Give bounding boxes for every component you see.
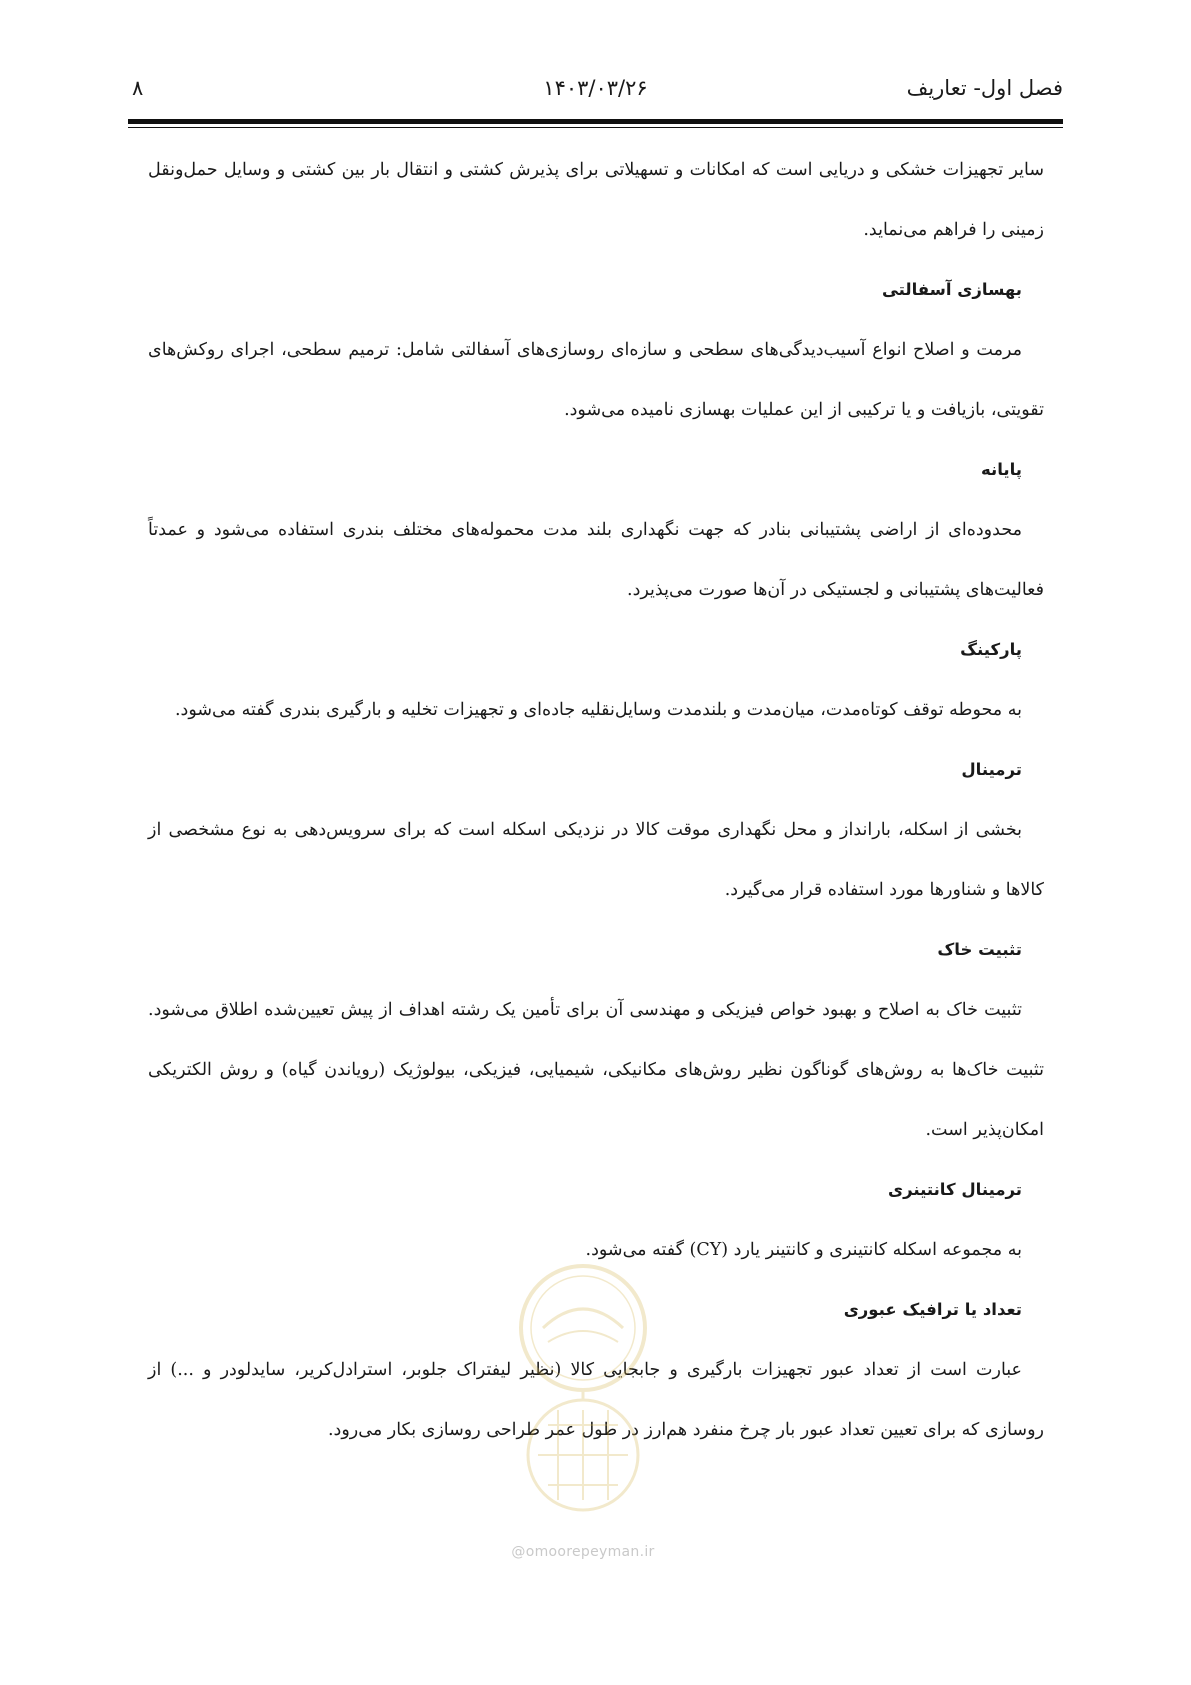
page-number: ۸ (132, 76, 144, 100)
term-heading: پایانه (981, 460, 1022, 479)
header-date: ۱۴۰۳/۰۳/۲۶ (543, 76, 648, 100)
definition-paragraph: تثبیت خاک به اصلاح و بهبود خواص فیزیکی و مهندسی آن برای تأمین یک رشته اهداف از پیش تعیین‌شده اطلاق می‌شود. تثبیت خاک‌ها به روش‌های گوناگون نظیر روش‌های مکانیکی، شیمیایی، فیزیکی، بیولوژیک (رویاندن گیاه) و روش الکتریکی امکان‌پذیر است. (148, 1000, 1044, 1140)
definition-paragraph: محدوده‌ای از اراضی پشتیبانی بنادر که جهت نگهداری بلند مدت محموله‌های مختلف بندری استفاده می‌شود و عمدتاً فعالیت‌های پشتیبانی و لجستیکی در آن‌ها صورت می‌پذیرد. (148, 520, 1044, 600)
header-rule-thick (128, 119, 1063, 124)
definition-paragraph: عبارت است از تعداد عبور تجهیزات بارگیری و جابجایی کالا (نظیر لیفتراک جلوبر، استرادل‌کریر، سایدلودر و ...) از روسازی که برای تعیین تعداد عبور بار چرخ منفرد هم‌ارز در طول عمر طراحی روسازی بکار می‌رود. (148, 1360, 1044, 1440)
term-heading: ترمینال (961, 760, 1022, 779)
body-content (148, 140, 1044, 1460)
term-heading: بهسازی آسفالتی (881, 280, 1022, 299)
definition-paragraph: سایر تجهیزات خشکی و دریایی است که امکانات و تسهیلاتی برای پذیرش کشتی و انتقال بار بین کشتی و وسایل حمل‌ونقل زمینی را فراهم می‌نماید. (148, 160, 1044, 240)
definition-paragraph: بخشی از اسکله، بارانداز و محل نگهداری موقت کالا در نزدیکی اسکله است که برای سرویس‌دهی به نوع مشخصی از کالاها و شناورها مورد استفاده قرار می‌گیرد. (148, 820, 1044, 900)
definition-paragraph: مرمت و اصلاح انواع آسیب‌دیدگی‌های سطحی و سازه‌ای روسازی‌های آسفالتی شامل: ترمیم سطحی، اجرای روکش‌های تقویتی، بازیافت و یا ترکیبی از این عملیات بهسازی نامیده می‌شود. (148, 340, 1044, 420)
page-header (128, 76, 1063, 110)
definition-paragraph: به مجموعه اسکله کانتینری و کانتینر یارد (CY) گفته می‌شود. (585, 1240, 1022, 1260)
term-heading: ترمینال کانتینری (888, 1180, 1022, 1199)
watermark-url: @omoorepeyman.ir (511, 1544, 655, 1560)
term-heading: تثبیت خاک (937, 940, 1022, 959)
chapter-title: فصل اول- تعاریف (906, 76, 1063, 100)
header-rule-thin (128, 127, 1063, 128)
term-heading: پارکینگ (960, 640, 1022, 659)
term-heading: تعداد یا ترافیک عبوری (843, 1300, 1022, 1319)
definition-paragraph: به محوطه توقف کوتاه‌مدت، میان‌مدت و بلندمدت وسایل‌نقلیه جاده‌ای و تجهیزات تخلیه و بارگیری بندری گفته می‌شود. (174, 700, 1022, 720)
